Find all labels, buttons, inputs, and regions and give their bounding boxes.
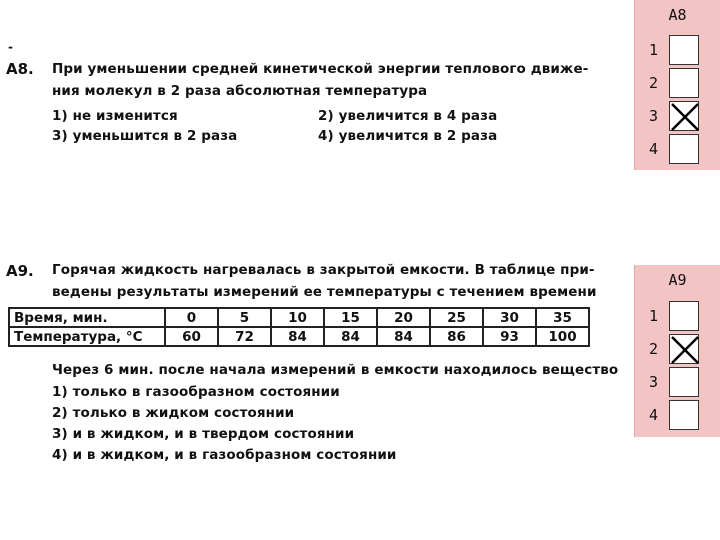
answer-option-number: 3 (649, 107, 659, 125)
answer-checkbox-checked[interactable] (669, 334, 699, 364)
answer-option-number: 2 (649, 74, 659, 92)
question-a9-number: A9. (6, 262, 34, 280)
question-a8-line2: ния молекул в 2 раза абсолютная температура (52, 83, 428, 99)
question-a8-option-1: 1) не изменится (52, 108, 178, 124)
answer-checkbox[interactable] (669, 68, 699, 98)
table-cell: 20 (377, 308, 430, 327)
answer-a8-option-3[interactable] (635, 101, 720, 131)
answer-a8-option-4[interactable] (635, 134, 720, 164)
cross-mark-icon (670, 335, 700, 365)
answer-a8-option-1[interactable] (635, 35, 720, 65)
answer-checkbox-checked[interactable] (669, 101, 699, 131)
answer-checkbox[interactable] (669, 35, 699, 65)
table-cell: 84 (377, 327, 430, 346)
answer-checkbox[interactable] (669, 301, 699, 331)
question-a9-option-2: 2) только в жидком состоянии (52, 405, 295, 421)
table-cell: 100 (536, 327, 589, 346)
table-cell: 35 (536, 308, 589, 327)
table-row-temperature (9, 327, 589, 346)
table-cell: 60 (165, 327, 218, 346)
question-a9-prompt: Через 6 мин. после начала измерений в емкости находилось вещество (52, 362, 619, 378)
answer-option-number: 1 (649, 41, 659, 59)
answer-option-number: 3 (649, 373, 659, 391)
answer-panel-a8 (634, 0, 720, 170)
question-a9-option-3: 3) и в жидком, и в твердом состоянии (52, 426, 355, 442)
answer-panel-a9-title: А9 (668, 271, 687, 289)
table-header-temperature: Температура, °С (9, 327, 165, 346)
table-cell: 72 (218, 327, 271, 346)
table-cell: 10 (271, 308, 324, 327)
answer-a9-option-4[interactable] (635, 400, 720, 430)
question-a8-option-3: 3) уменьшится в 2 раза (52, 128, 238, 144)
answer-a9-option-2[interactable] (635, 334, 720, 364)
cross-mark-icon (670, 102, 700, 132)
answer-checkbox[interactable] (669, 134, 699, 164)
scan-dot: - (8, 40, 13, 54)
answer-a8-option-2[interactable] (635, 68, 720, 98)
answer-option-number: 2 (649, 340, 659, 358)
question-a9-option-4: 4) и в жидком, и в газообразном состоянии (52, 447, 397, 463)
question-a9-line2: ведены результаты измерений ее температуры с течением времени (52, 284, 597, 300)
question-a8-number: A8. (6, 60, 34, 78)
answer-checkbox[interactable] (669, 367, 699, 397)
table-cell: 86 (430, 327, 483, 346)
table-header-time: Время, мин. (9, 308, 165, 327)
question-a8-option-4: 4) увеличится в 2 раза (318, 128, 498, 144)
table-cell: 30 (483, 308, 536, 327)
question-a9-option-1: 1) только в газообразном состоянии (52, 384, 340, 400)
table-cell: 0 (165, 308, 218, 327)
answer-option-number: 1 (649, 307, 659, 325)
question-a8-line1: При уменьшении средней кинетической энергии теплового движе- (52, 61, 589, 77)
answer-panel-a9 (634, 265, 720, 437)
table-cell: 25 (430, 308, 483, 327)
question-a8-option-2: 2) увеличится в 4 раза (318, 108, 498, 124)
question-a9-line1: Горячая жидкость нагревалась в закрытой емкости. В таблице при- (52, 262, 595, 278)
table-cell: 5 (218, 308, 271, 327)
table-cell: 15 (324, 308, 377, 327)
table-cell: 84 (271, 327, 324, 346)
answer-option-number: 4 (649, 140, 659, 158)
time-temperature-table (8, 307, 590, 347)
table-row-time (9, 308, 589, 327)
answer-checkbox[interactable] (669, 400, 699, 430)
answer-panel-a8-title: А8 (668, 6, 687, 24)
answer-option-number: 4 (649, 406, 659, 424)
answer-a9-option-3[interactable] (635, 367, 720, 397)
answer-a9-option-1[interactable] (635, 301, 720, 331)
table-cell: 84 (324, 327, 377, 346)
table-cell: 93 (483, 327, 536, 346)
